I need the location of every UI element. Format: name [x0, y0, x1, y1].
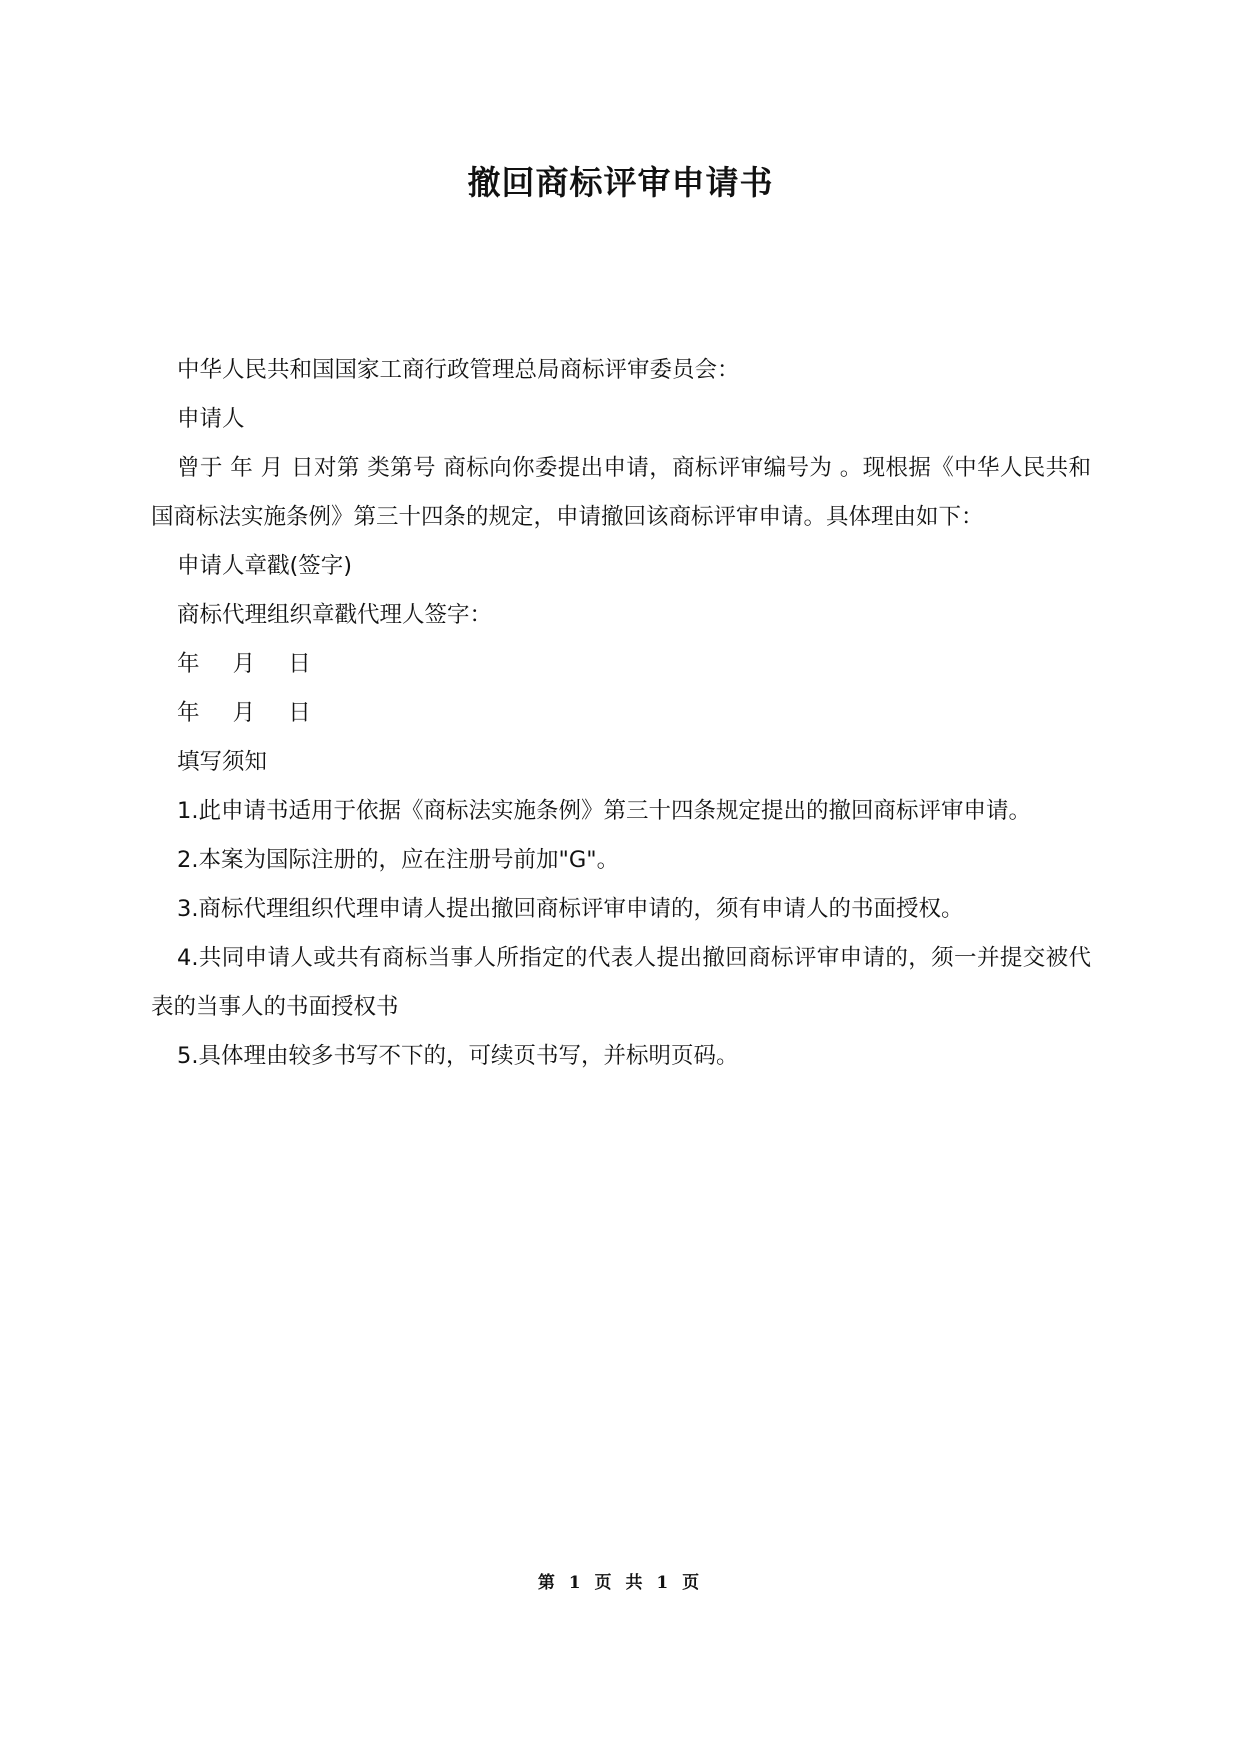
instruction-item: 5.具体理由较多书写不下的，可续页书写，并标明页码。 — [177, 1043, 739, 1069]
instruction-item: 2.本案为国际注册的，应在注册号前加"G"。 — [177, 847, 620, 873]
instruction-item: 3.商标代理组织代理申请人提出撤回商标评审申请的，须有申请人的书面授权。 — [177, 896, 964, 922]
instruction-item: 4.共同申请人或共有商标当事人所指定的代表人提出撤回商标评审申请的，须一并提交被代表的当事人的书面授权书 — [151, 945, 1091, 1020]
page-number: 第 1 页 共 1 页 — [537, 1573, 704, 1593]
agent-signature-line: 商标代理组织章戳代理人签字： — [177, 602, 493, 628]
date-line: 年 月 日 — [177, 651, 324, 677]
request-paragraph: 曾于 年 月 日对第 类第号 商标向你委提出申请，商标评审编号为 。现根据《中华人民共和国商标法实施条例》第三十四条的规定，申请撤回该商标评审申请。具体理由如下： — [151, 455, 1091, 530]
document-body — [151, 346, 1091, 1081]
applicant-line: 申请人 — [177, 406, 245, 432]
applicant-signature-line: 申请人章戳(签字) — [177, 553, 353, 579]
document-title: 撤回商标评审申请书 — [467, 163, 774, 202]
date-line: 年 月 日 — [177, 700, 324, 726]
addressee-line: 中华人民共和国国家工商行政管理总局商标评审委员会： — [177, 357, 740, 383]
instructions-heading: 填写须知 — [177, 749, 268, 775]
instruction-item: 1.此申请书适用于依据《商标法实施条例》第三十四条规定提出的撤回商标评审申请。 — [177, 798, 1031, 824]
